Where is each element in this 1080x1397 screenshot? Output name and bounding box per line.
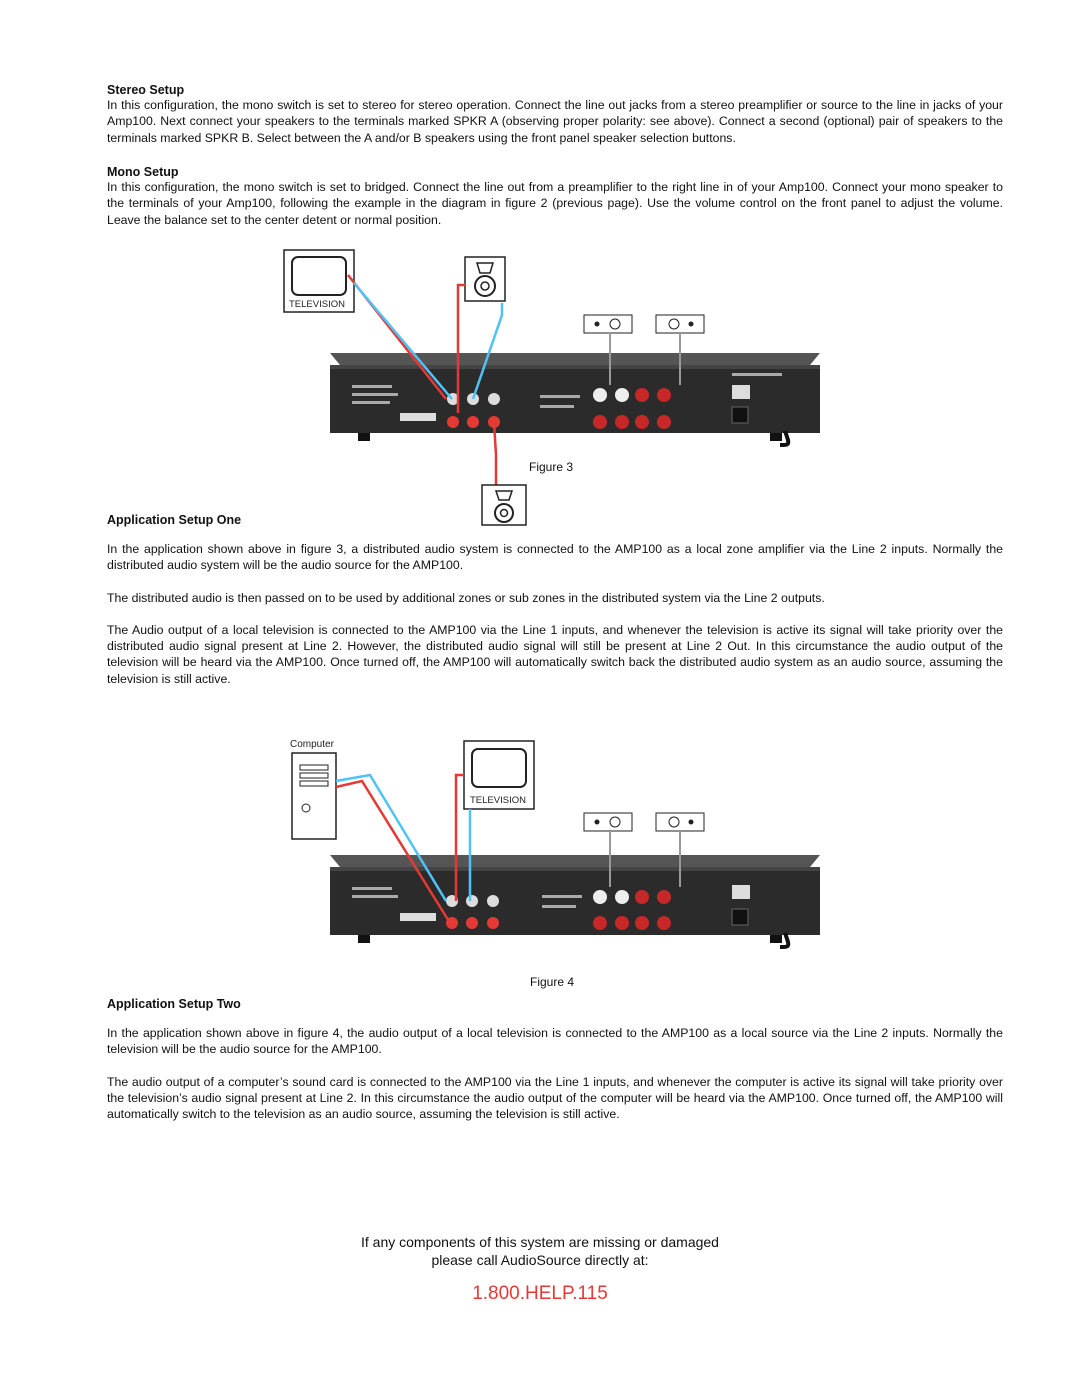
application-setup-one-paragraph-2: The distributed audio is then passed on to be used by additional zones or sub zones in the distributed system via the Line 2 outputs. <box>107 590 825 605</box>
stereo-setup-text: In this configuration, the mono switch is set to stereo for stereo operation. Connect the line out jacks from a stereo preamplifier or source to the line in jacks of your Amp100. Next connect your speakers to the terminals marked SPKR A (observing proper polarity: see above). Connect a second (optional) pair of speakers to the terminals marked SPKR B. Select between the A and/or B speakers using the front panel speaker selection buttons. <box>107 98 1003 145</box>
application-setup-one-section <box>107 513 1003 687</box>
computer-tower-icon <box>292 753 336 839</box>
application-setup-two-paragraph-1: In the application shown above in figure 4, the audio output of a local television is connected to the AMP100 as a local source via the Line 2 inputs. Normally the television will be the audio source for the AMP100. <box>107 1026 1003 1057</box>
mono-setup-section <box>107 165 1003 228</box>
footer-phone-number[interactable]: 1.800.HELP.115 <box>472 1283 608 1304</box>
figure-4-tv-label: TELEVISION <box>470 795 526 806</box>
figure-3-tv-label: TELEVISION <box>289 299 345 310</box>
speaker-terminal-b <box>656 315 704 333</box>
application-setup-two-paragraph-2: The audio output of a computer’s sound card is connected to the AMP100 via the Line 1 inputs, and whenever the computer is active its signal will take priority over the television’s audio signal present at Line 2. In this circumstance the audio output of the computer will be heard via the AMP100. Once turned off, the AMP100 will automatically switch to the television as an audio source, assuming the television is still active. <box>107 1074 1003 1122</box>
amplifier-rear-panel <box>330 855 820 943</box>
application-setup-one-heading: Application Setup One <box>107 513 242 527</box>
stereo-setup-heading: Stereo Setup <box>107 83 185 97</box>
figure-4-diagram <box>280 735 830 960</box>
speaker-terminal-a <box>584 315 632 333</box>
figure-3-diagram <box>270 245 830 535</box>
application-setup-two-heading: Application Setup Two <box>107 997 241 1011</box>
amplifier-rear-panel <box>330 353 820 441</box>
speaker-terminal-a <box>584 813 632 831</box>
stereo-setup-section <box>107 83 1003 146</box>
speaker-terminal-b <box>656 813 704 831</box>
figure-4-computer-label: Computer <box>290 739 334 750</box>
application-setup-one-paragraph-3: The Audio output of a local television is connected to the AMP100 via the Line 1 inputs, and whenever the television is active its signal will take priority over the distributed audio signal present at Line 2. However, the distributed audio signal will still be present at Line 2 Out. In this circumstance the audio output of the television will be heard via the AMP100. Once turned off, the AMP100 will automatically switch back the distributed audio system as an audio source, assuming the television is still active. <box>107 622 1003 686</box>
mono-setup-heading: Mono Setup <box>107 165 179 179</box>
footer-call-notice: please call AudioSource directly at: <box>431 1252 649 1268</box>
application-setup-one-paragraph-1: In the application shown above in figure 3, a distributed audio system is connected to the AMP100 as a local zone amplifier via the Line 2 inputs. Normally the distributed audio system will be the audio source for the AMP100. <box>107 542 1003 573</box>
application-setup-two-section <box>107 997 1003 1122</box>
speaker-icon <box>465 257 505 301</box>
mono-setup-text: In this configuration, the mono switch is set to bridged. Connect the line out from a preamplifier to the right line in of your Amp100. Connect your mono speaker to the terminals of your Amp100, following the example in the diagram in figure 2 (previous page). Use the volume control on the front panel to adjust the volume. Leave the balance set to the center detent or normal position. <box>107 180 1003 227</box>
figure-3-caption: Figure 3 <box>529 460 574 474</box>
footer-missing-notice: If any components of this system are missing or damaged <box>361 1234 719 1250</box>
figure-4-caption: Figure 4 <box>530 975 575 989</box>
